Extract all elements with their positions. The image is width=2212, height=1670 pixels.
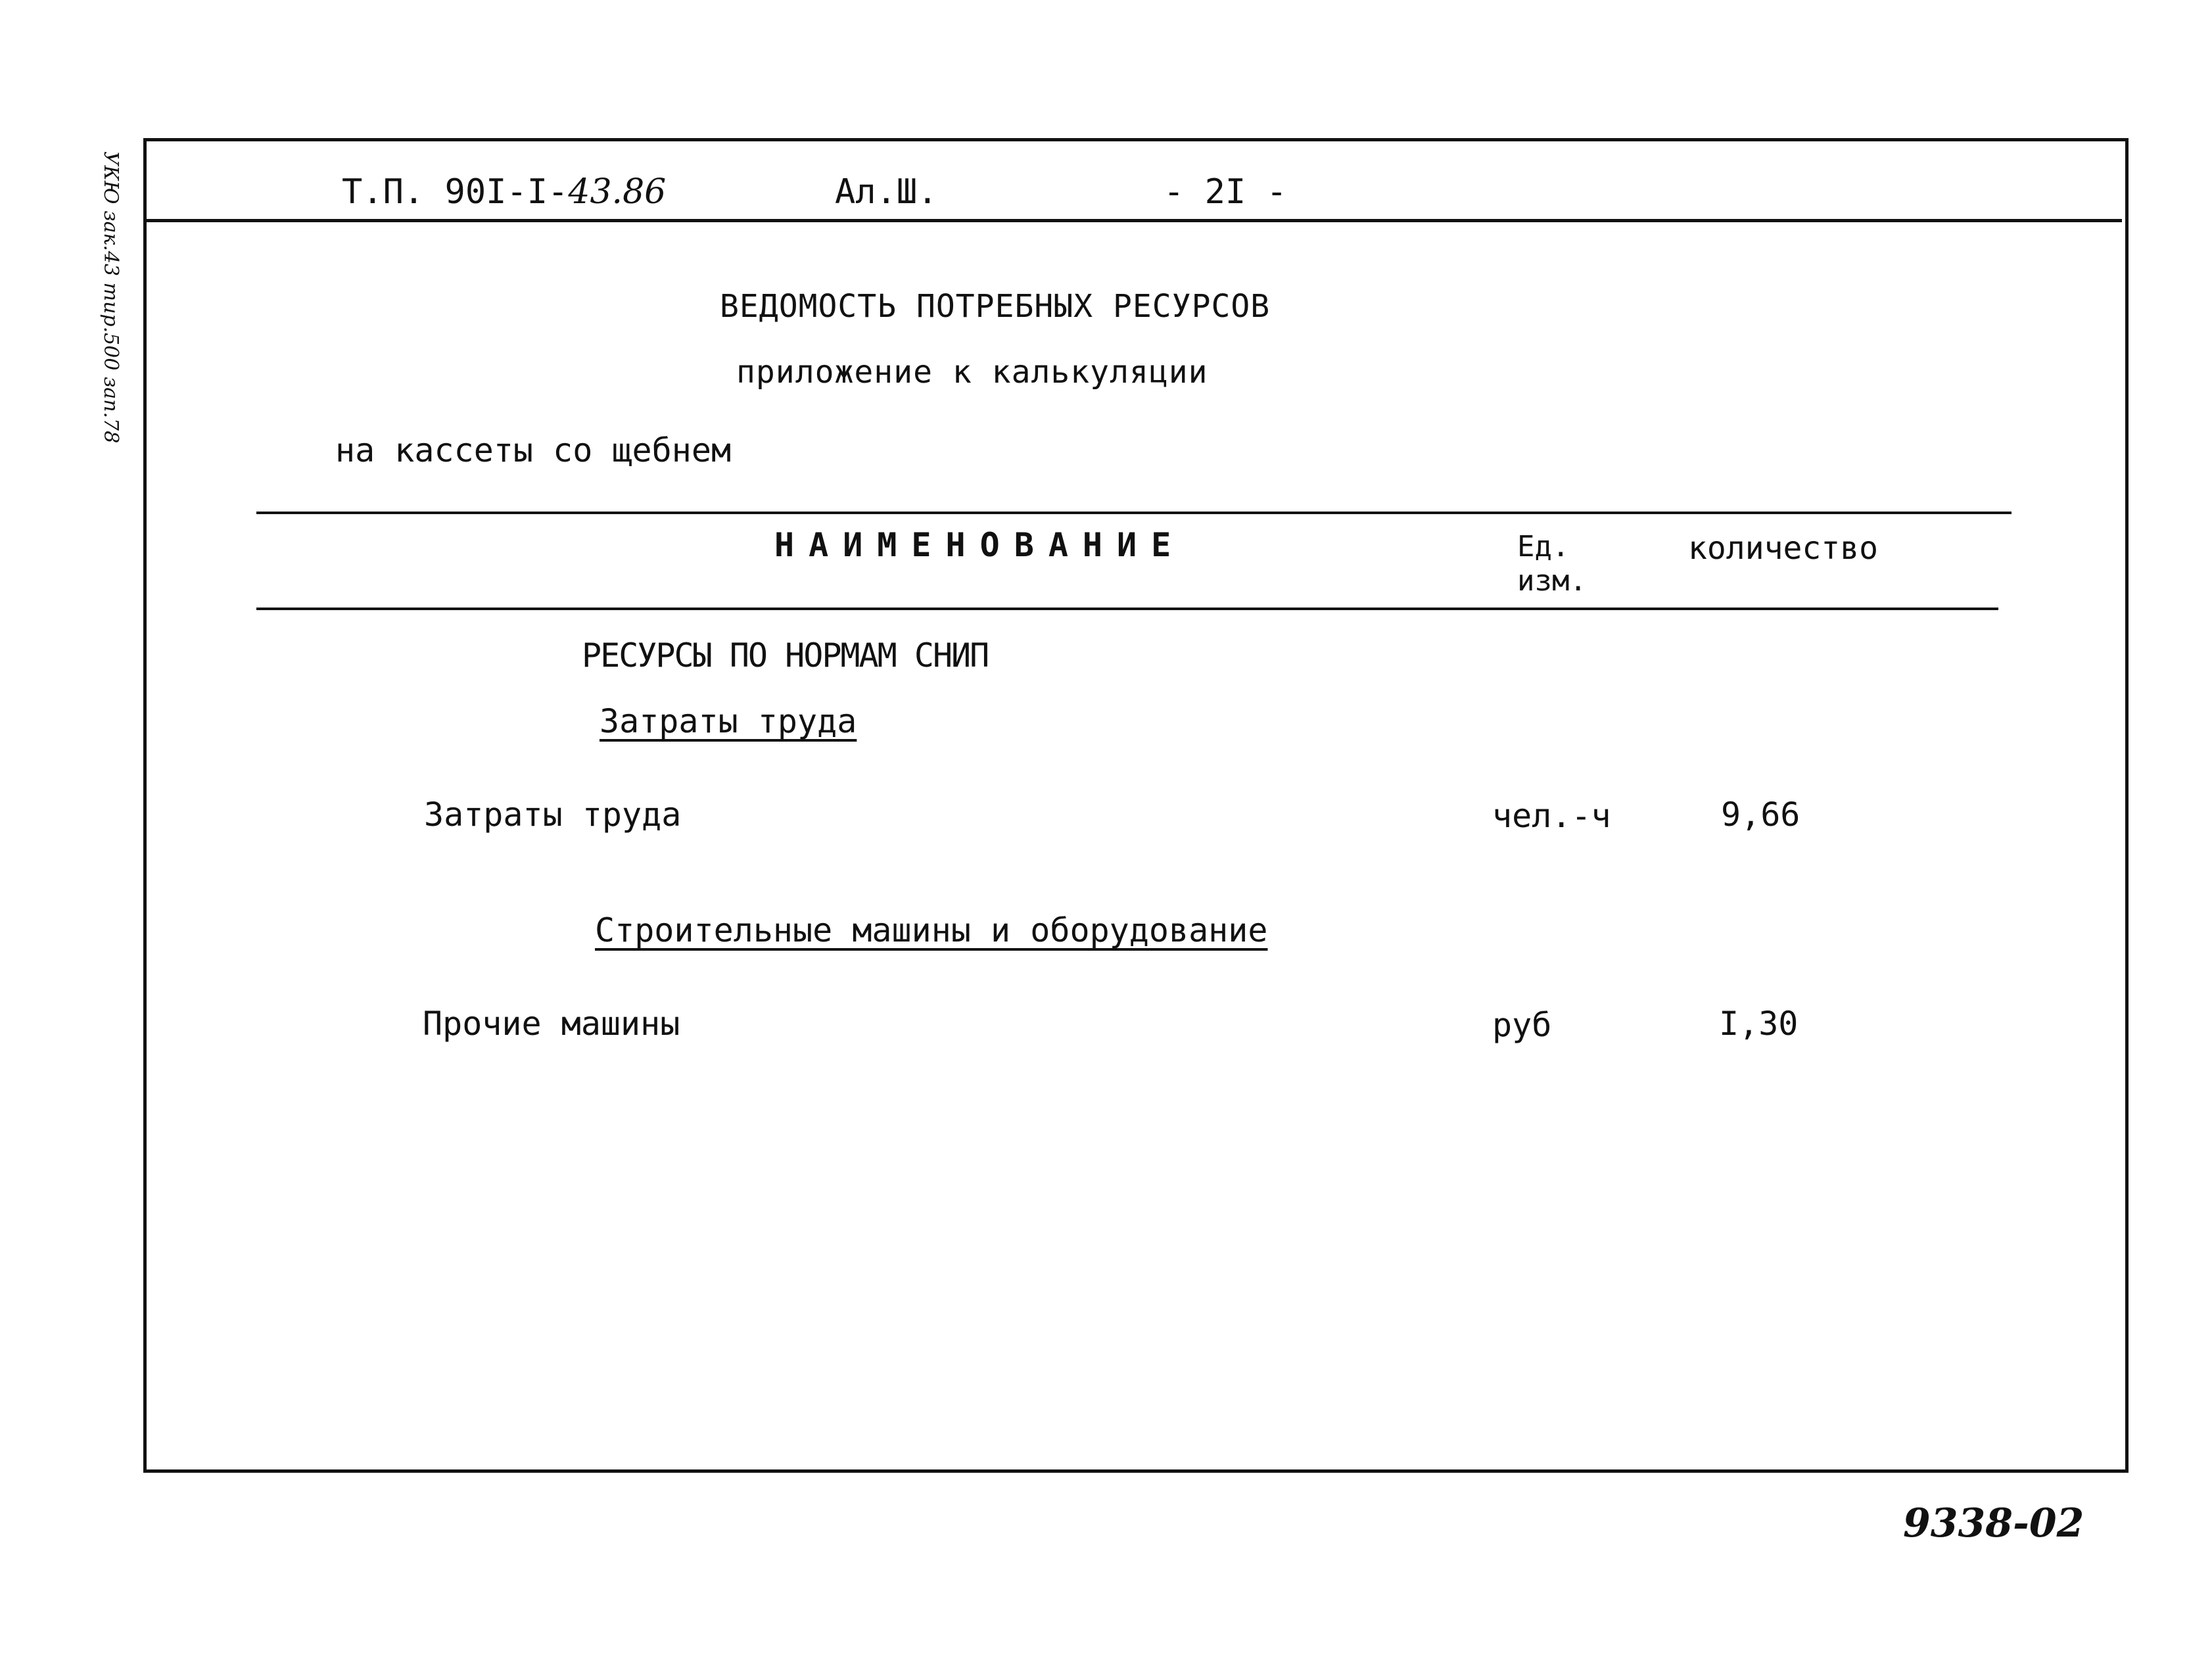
table-top-rule (256, 512, 2012, 514)
column-header-unit-line2: изм. (1517, 564, 1587, 598)
album-label: Ал.Ш. (835, 172, 938, 212)
column-header-unit-line1: Ед. (1517, 530, 1570, 563)
row-quantity-machines: I,30 (1719, 1005, 1799, 1043)
section-title: РЕСУРСЫ ПО НОРМАМ СНИП (582, 636, 989, 675)
row-name-labor: Затраты труда (424, 796, 682, 834)
doc-code-suffix: 43.86 (568, 172, 667, 212)
header-divider (147, 219, 2122, 222)
column-header-quantity: количество (1688, 530, 1878, 567)
footer-code: 9338-02 (1903, 1500, 2084, 1546)
row-name-machines: Прочие машины (423, 1005, 680, 1043)
document-subtitle: приложение к калькуляции (736, 354, 1208, 391)
row-quantity-labor: 9,66 (1721, 796, 1800, 834)
doc-code-prefix: Т.П. 90I-I- (342, 172, 569, 212)
side-stamp-text: УКЮ зак.43 тир.500 зап.78 (99, 151, 122, 444)
group-title-labor: Затраты труда (600, 702, 857, 740)
group-title-machines: Строительные машины и оборудование (595, 911, 1268, 949)
row-unit-labor: чел.-ч (1492, 797, 1611, 835)
row-unit-machines: руб (1492, 1006, 1552, 1044)
table-header-rule (256, 608, 1998, 610)
column-header-name: НАИМЕНОВАНИЕ (774, 526, 1186, 564)
page-number: - 2I - (1164, 172, 1287, 212)
document-title: ВЕДОМОСТЬ ПОТРЕБНЫХ РЕСУРСОВ (720, 288, 1271, 325)
subject-line: на кассеты со щебнем (335, 431, 732, 469)
side-stamp (99, 151, 125, 493)
doc-code (342, 172, 666, 212)
